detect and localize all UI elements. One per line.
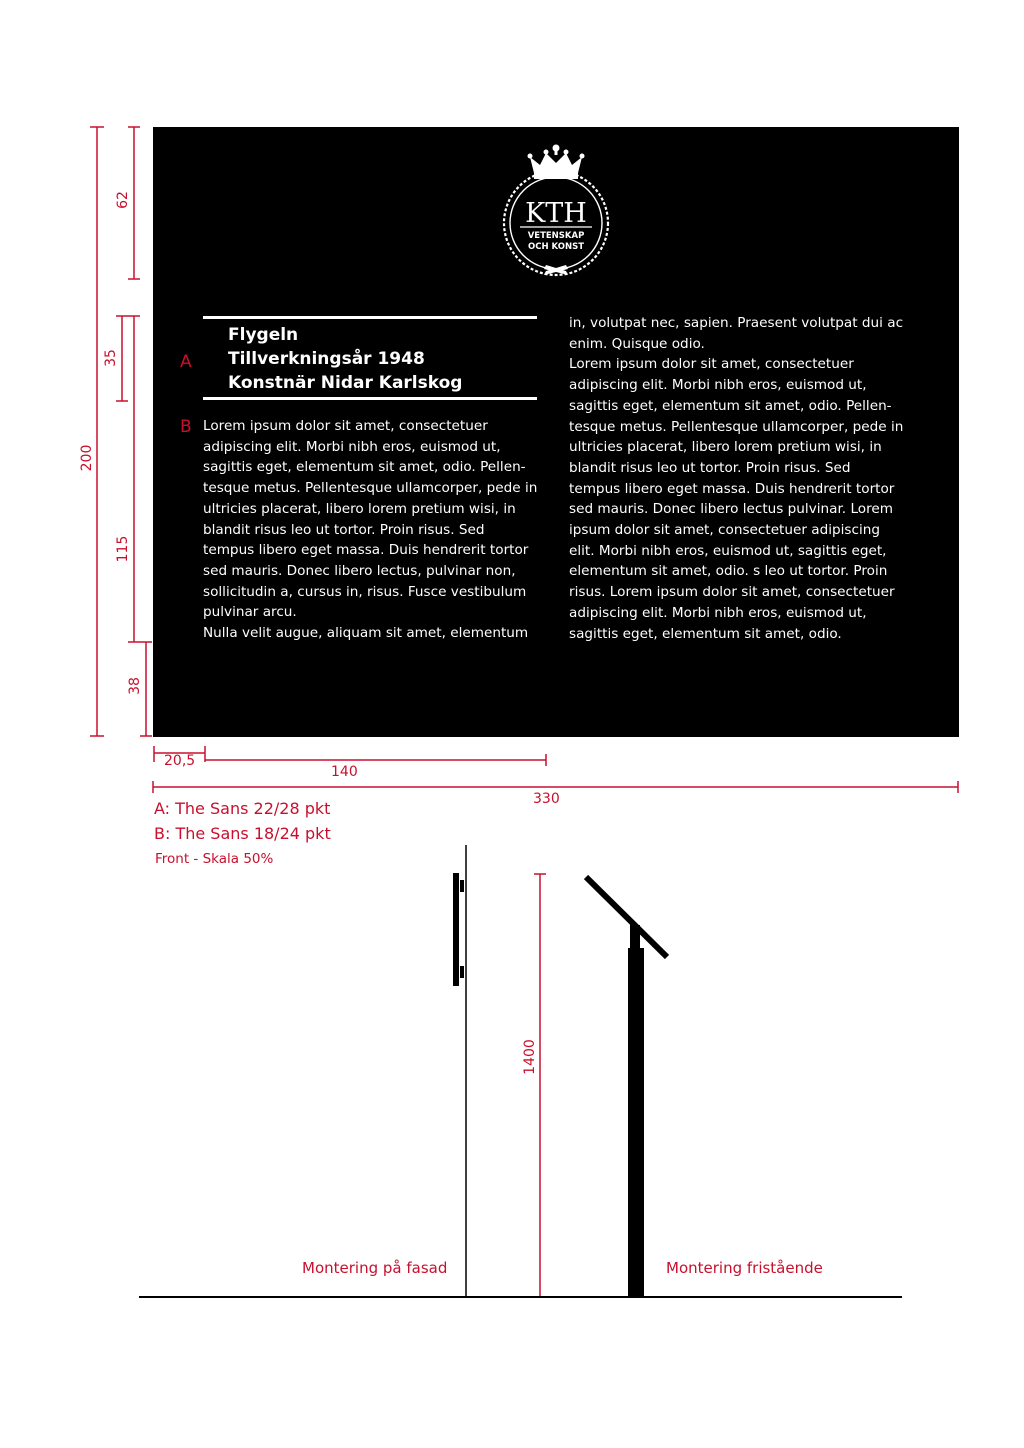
logo-line2: OCH KONST: [527, 242, 585, 252]
title-line-2: Tillverkningsår 1948: [228, 349, 425, 369]
dim-bottom-margin: 38: [127, 677, 143, 695]
dim-title-height: 35: [103, 349, 119, 367]
marker-a: A: [180, 352, 192, 372]
dim-column-width: 140: [331, 764, 358, 780]
body-column-2: in, volutpat nec, sapien. Praesent volutpat dui ac enim. Quisque odio. Lorem ipsum dolor sit amet, consectetuer adipiscing elit. Morbi nibh eros, euismod ut, sagittis eget, elementum sit amet, odio. Pellen- tesque metus. Pellentesque ullamcorper, pede in ultricies placerat, libero lorem pretium wisi, in blandit risus leo ut tortor. Proin risus. Sed tempus libero eget massa. Duis hendrerit tortor sed mauris. Donec libero lectus pulvinar. Lorem ipsum dolor sit amet, consectetuer adipiscing elit. Morbi nibh eros, euismod ut, sagittis eget, elementum sit amet, odio. s leo ut tortor. Proin risus. Lorem ipsum dolor sit amet, consectetuer adipiscing elit. Morbi nibh eros, euismod ut, sagittis eget, elementum sit amet, odio.: [569, 315, 904, 642]
dim-stand-height: 1400: [522, 1039, 538, 1075]
title-line-1: Flygeln: [228, 325, 299, 345]
body-column-1: Lorem ipsum dolor sit amet, consectetuer adipiscing elit. Morbi nibh eros, euismod ut, sagittis eget, elementum sit amet, odio. Pellen- tesque metus. Pellentesque ullamcorper, pede in ultricies placerat, libero lorem pretium wisi, in blandit risus leo ut tortor. Proin risus. Sed tempus libero eget massa. Duis hendrerit tortor sed mauris. Donec libero lectus, pulvinar non, sollicitudin a, cursus in, risus. Fusce vestibulum pulvinar arcu. Nulla velit augue, aliquam sit amet, elementum: [203, 418, 538, 642]
dim-body-height: 115: [115, 535, 131, 563]
title-line-3: Konstnär Nidar Karlskog: [228, 373, 463, 393]
logo-name: KTH: [525, 198, 587, 229]
caption-freestanding: Montering fristående: [666, 1259, 823, 1277]
marker-b: B: [180, 417, 192, 437]
spec-scale: Front - Skala 50%: [155, 851, 274, 867]
caption-facade: Montering på fasad: [302, 1259, 448, 1277]
side-views: [139, 845, 902, 1297]
spec-b: B: The Sans 18/24 pkt: [154, 824, 331, 843]
dim-total-width: 330: [533, 791, 560, 807]
spec-a: A: The Sans 22/28 pkt: [154, 799, 331, 818]
dim-top-margin: 62: [115, 191, 131, 209]
logo-line1: VETENSKAP: [527, 231, 585, 241]
dim-left-margin: 20,5: [164, 753, 196, 769]
dim-total-height: 200: [79, 444, 95, 472]
